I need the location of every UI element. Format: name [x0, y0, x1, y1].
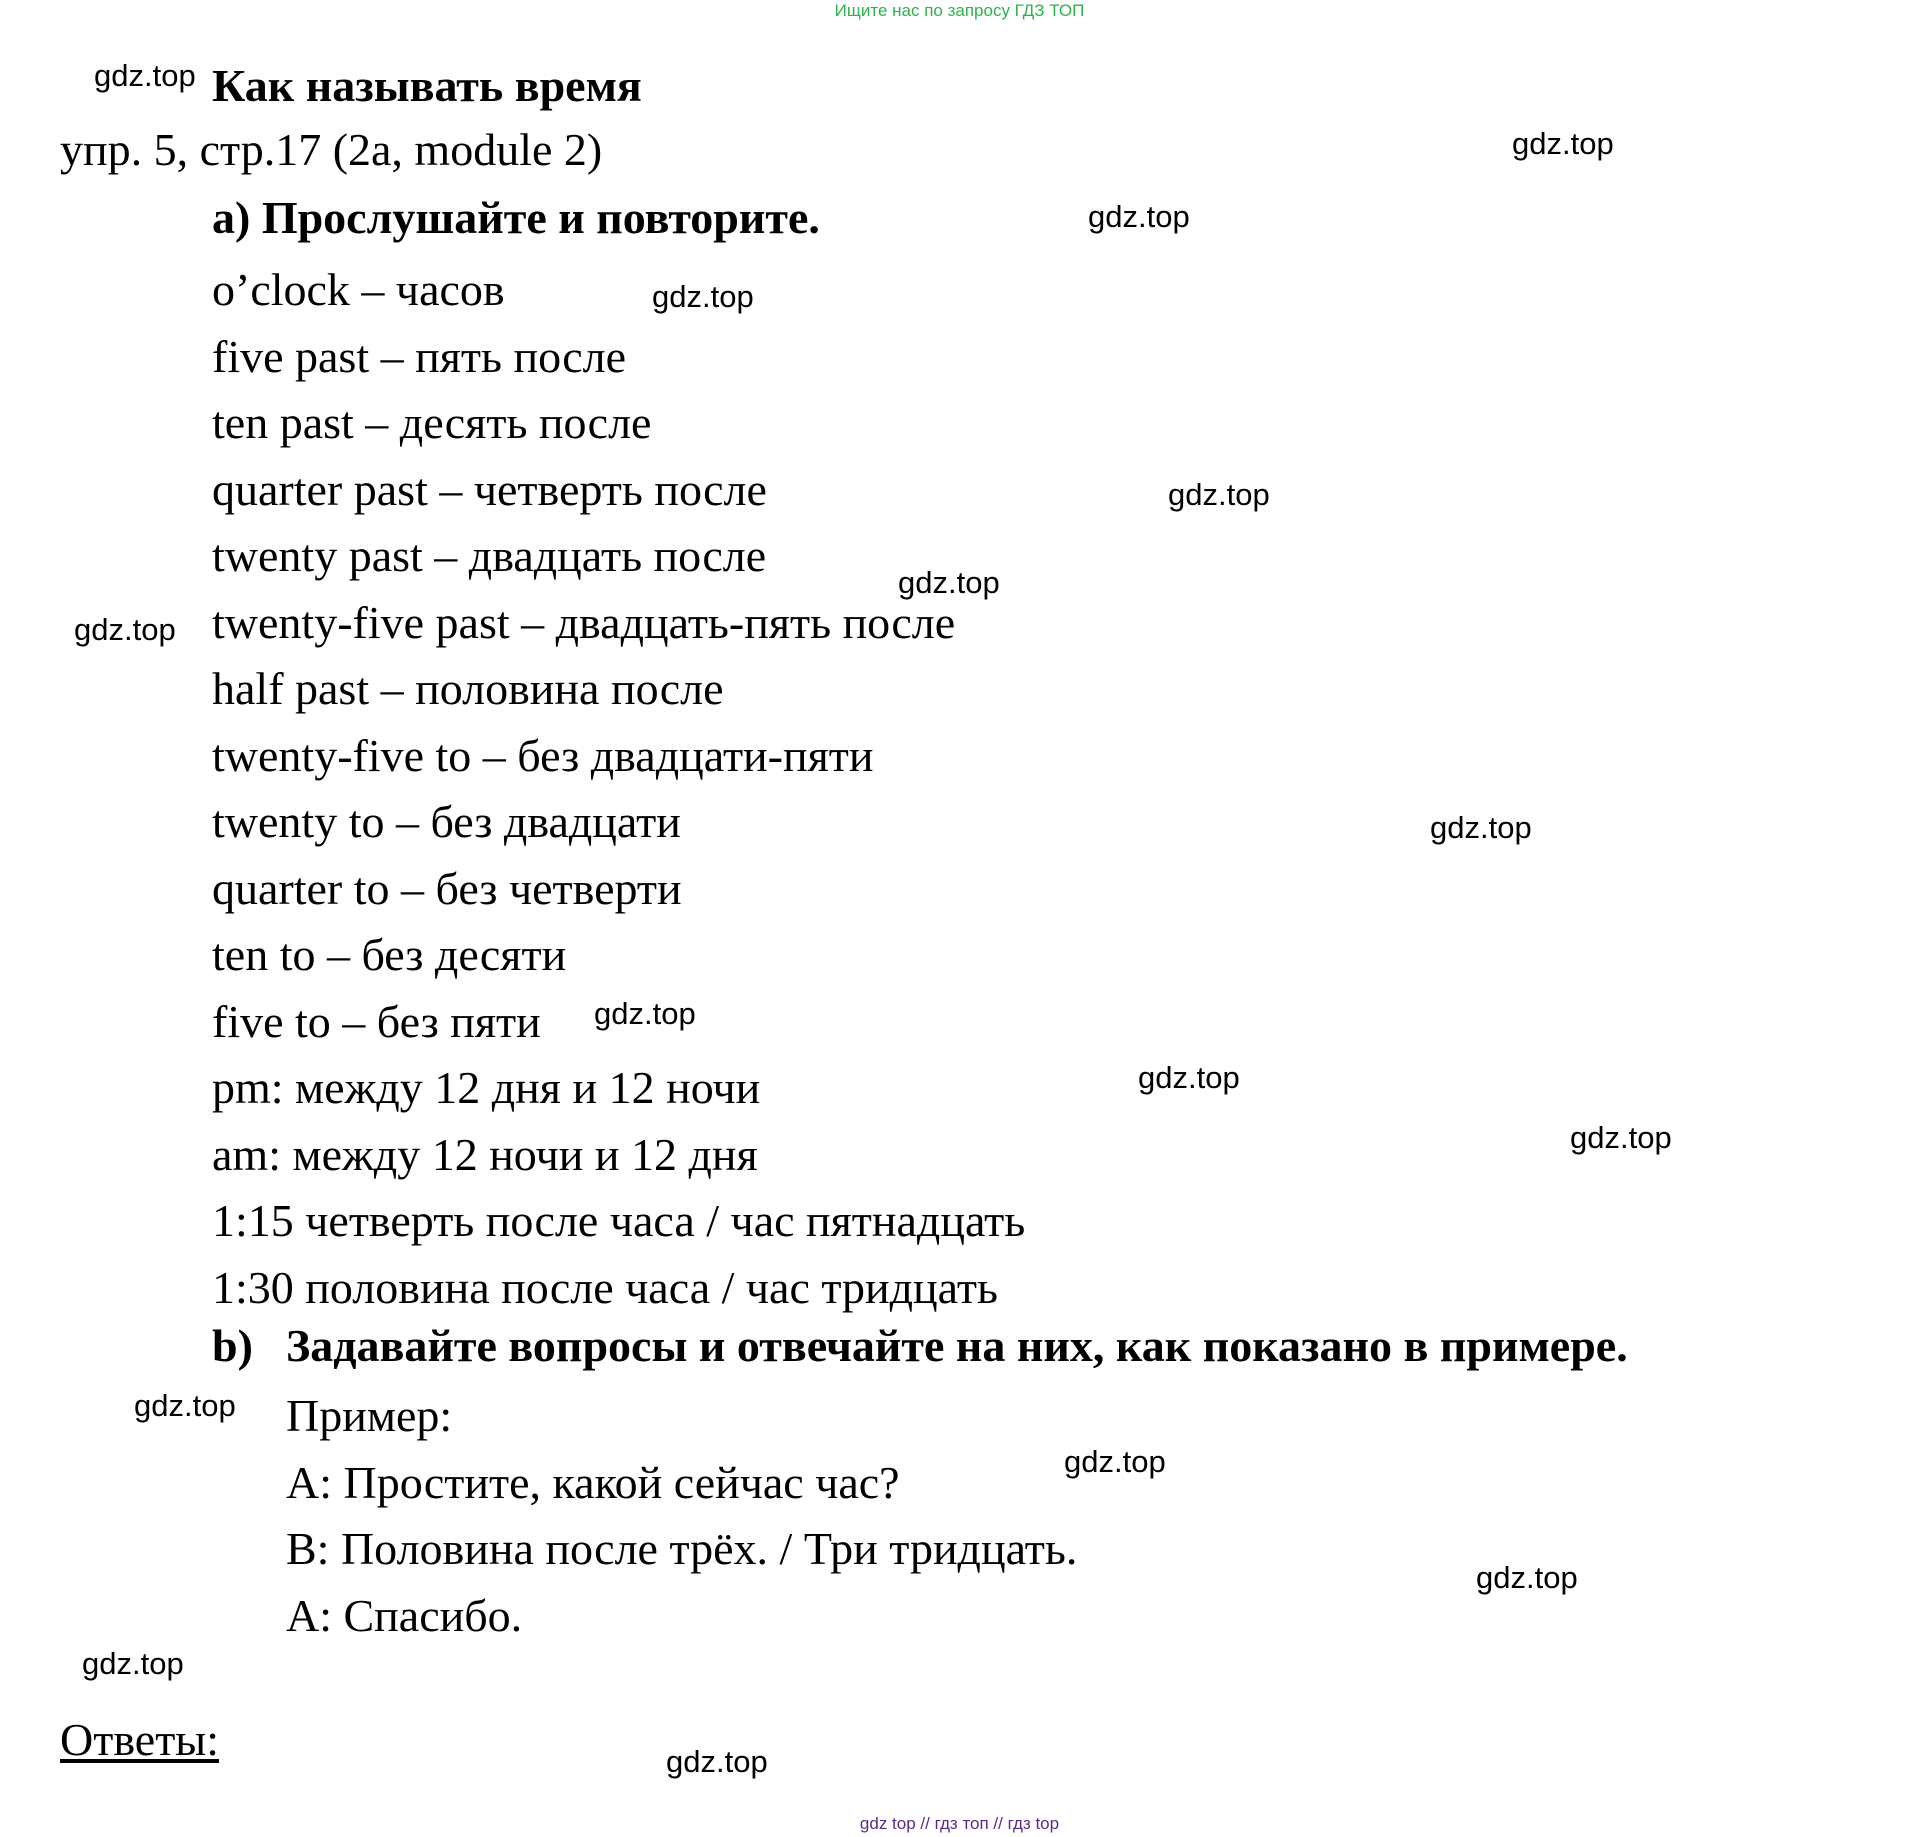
- list-item: quarter past – четверть после: [212, 463, 767, 515]
- list-item: ten past – десять после: [212, 397, 652, 448]
- watermark: gdz.top: [94, 58, 196, 93]
- watermark: gdz.top: [666, 1744, 768, 1779]
- list-item: five past – пять после: [212, 330, 627, 382]
- watermark: gdz.top: [1570, 1120, 1672, 1155]
- list-item: twenty-five to – без двадцати-пяти: [212, 729, 874, 781]
- part-b-heading: Задавайте вопросы и отвечайте на них, как показано в примере.: [286, 1320, 1628, 1371]
- part-a-heading: a) Прослушайте и повторите.: [212, 192, 820, 243]
- answers-label: Ответы:: [60, 1714, 219, 1765]
- example-line: А: Спасибо.: [286, 1589, 523, 1641]
- list-item: five to – без пяти: [212, 995, 541, 1047]
- watermark: gdz.top: [1168, 477, 1270, 512]
- watermark: gdz.top: [1476, 1560, 1578, 1595]
- page-title: Как называть время: [212, 60, 642, 111]
- watermark: gdz.top: [1138, 1060, 1240, 1095]
- exercise-reference: упр. 5, стр.17 (2a, module 2): [60, 124, 603, 175]
- watermark: gdz.top: [1064, 1444, 1166, 1479]
- top-banner: Ищите нас по запросу ГДЗ ТОП: [834, 1, 1085, 20]
- example-line: Пример:: [286, 1390, 453, 1441]
- watermark: gdz.top: [898, 565, 1000, 600]
- watermark: gdz.top: [134, 1388, 236, 1423]
- watermark: gdz.top: [74, 612, 176, 647]
- watermark: gdz.top: [652, 279, 754, 314]
- watermark: gdz.top: [594, 996, 696, 1031]
- list-item: 1:30 половина после часа / час тридцать: [212, 1261, 998, 1313]
- watermark: gdz.top: [82, 1646, 184, 1681]
- list-item: am: между 12 ночи и 12 дня: [212, 1128, 758, 1180]
- watermark: gdz.top: [1512, 126, 1614, 161]
- footer-links: gdz top // гдз топ // гдз top: [859, 1814, 1060, 1833]
- list-item: o’clock – часов: [212, 264, 505, 315]
- list-item: twenty to – без двадцати: [212, 796, 681, 847]
- list-item: ten to – без десяти: [212, 929, 567, 980]
- list-item: 1:15 четверть после часа / час пятнадцать: [212, 1195, 1026, 1246]
- list-item: half past – половина после: [212, 663, 724, 714]
- list-item: twenty past – двадцать после: [212, 530, 767, 581]
- vocabulary-list: [212, 257, 1025, 1321]
- watermark: gdz.top: [1430, 810, 1532, 845]
- example-line: А: Простите, какой сейчас час?: [286, 1456, 900, 1508]
- example-dialogue: [286, 1383, 1077, 1649]
- list-item: quarter to – без четверти: [212, 862, 682, 914]
- part-b-label: b): [212, 1320, 253, 1371]
- list-item: pm: между 12 дня и 12 ночи: [212, 1062, 761, 1113]
- example-line: В: Половина после трёх. / Три тридцать.: [286, 1523, 1078, 1574]
- list-item: twenty-five past – двадцать-пять после: [212, 596, 956, 648]
- watermark: gdz.top: [1088, 199, 1190, 234]
